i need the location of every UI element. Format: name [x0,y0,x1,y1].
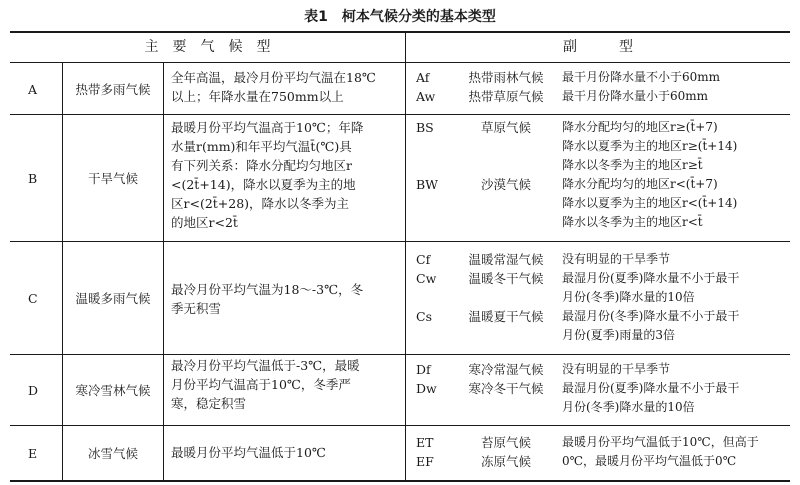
bottom-border [10,480,790,482]
row-divider-d [10,425,790,426]
subtype-code: Cs [416,309,432,324]
subtype-description-line: 最干月份降水量小于60mm [562,89,709,103]
subtype-code: Af [416,70,430,85]
subtype-name: 温暖夏干气候 [468,309,544,324]
subtype-name: 热带草原气候 [468,89,544,104]
type-name: 干旱气候 [87,170,138,186]
subtype-name: 冻原气候 [480,454,531,469]
row-divider-a [10,114,790,115]
type-description-line: 区r<(2t̄+28)，降水以冬季为主 [171,196,350,211]
subtype-code: ET [416,435,434,450]
subtype-name: 温暖常湿气候 [468,252,544,267]
subtype-description-line: 降水分配均匀的地区r<(t̄+7) [562,177,718,191]
type-description-line: 水量r(mm)和年平均气温t̄(℃)具 [171,139,352,154]
type-code: C [28,290,38,306]
subtype-description-line: 没有明显的干旱季节 [562,252,671,266]
col-divider-code [62,62,63,481]
type-code: A [28,81,38,97]
subtype-description-line: 降水以夏季为主的地区r<(t̄+14) [562,196,738,210]
table-number: 表1 [304,9,328,25]
subtype-description-line: 最暖月份平均气温低于10℃，但高于 [562,435,759,449]
subtype-description-line: 最湿月份(夏季)降水量不小于最干 [562,381,740,395]
subtype-description-line: 最湿月份(冬季)降水量不小于最干 [562,309,740,323]
subtype-description-line: 月份(冬季)降水量的10倍 [562,400,695,414]
subtype-description-line: 0℃，最暖月份平均气温低于0℃ [562,454,737,468]
type-description-line: 以上；年降水量在750mm以上 [171,89,344,104]
type-description-line: 月份平均气温高于10℃，冬季严 [171,377,351,392]
subtype-description-line: 月份(冬季)降水量的10倍 [562,290,695,304]
subtype-code: BS [416,120,434,135]
type-description-line: 全年高温，最冷月份平均气温在18℃ [171,70,376,85]
subtype-code: Cw [416,271,437,286]
subtype-name: 寒冷常湿气候 [468,362,544,377]
subtype-description-line: 降水以冬季为主的地区r≥t̄ [562,158,703,172]
subtype-code: Cf [416,252,431,267]
row-divider-c [10,354,790,355]
type-code: D [28,382,39,398]
subtype-code: Df [416,362,431,377]
subtype-name: 草原气候 [480,120,531,135]
col-divider-main-sub [405,32,406,481]
subtype-description-line: 最干月份降水量不小于60mm [562,70,721,84]
type-name: 温暖多雨气候 [75,290,151,306]
subtype-code: Aw [416,89,436,104]
type-name: 冰雪气候 [87,445,138,461]
header-subtypes: 副 型 [563,39,633,55]
table-caption [0,6,800,28]
header-divider [10,62,790,63]
type-description-line: 有下列关系：降水分配均匀地区r [171,158,352,173]
header-main-types: 主 要 气 候 型 [144,39,271,55]
type-description-line: 最暖月份平均气温高于10℃；年降 [171,120,364,135]
type-description-line: 最冷月份平均气温为18～-3℃，冬 [171,282,364,297]
subtype-description-line: 最湿月份(夏季)降水量不小于最干 [562,271,740,285]
col-divider-name [163,62,164,481]
subtype-name: 沙漠气候 [480,177,531,192]
table-title: 柯本气候分类的基本类型 [341,9,496,25]
type-description-line: 寒，稳定积雪 [171,396,247,411]
type-description-line: 季无积雪 [171,301,222,316]
subtype-name: 苔原气候 [480,435,531,450]
subtype-description-line: 没有明显的干旱季节 [562,362,671,376]
subtype-code: Dw [416,381,437,396]
row-divider-b [10,241,790,242]
subtype-description-line: 降水分配均匀的地区r≥(t̄+7) [562,120,718,134]
type-code: E [28,445,38,461]
subtype-description-line: 月份(夏季)雨量的3倍 [562,328,675,342]
type-description-line: 最暖月份平均气温低于10℃ [171,445,326,460]
type-description-line: <(2t̄+14)，降水以夏季为主的地 [171,177,356,192]
type-description-line: 最冷月份平均气温低于-3℃，最暖 [171,358,360,373]
subtype-code: BW [416,177,439,192]
subtype-code: EF [416,454,434,469]
type-name: 热带多雨气候 [75,81,151,97]
type-description-line: 的地区r<2t̄ [171,215,238,230]
subtype-description-line: 降水以夏季为主的地区r≥(t̄+14) [562,139,738,153]
subtype-name: 寒冷冬干气候 [468,381,544,396]
subtype-name: 热带雨林气候 [468,70,544,85]
type-name: 寒冷雪林气候 [75,382,151,398]
type-code: B [28,170,38,186]
subtype-name: 温暖冬干气候 [468,271,544,286]
subtype-description-line: 降水以冬季为主的地区r<t̄ [562,215,703,229]
